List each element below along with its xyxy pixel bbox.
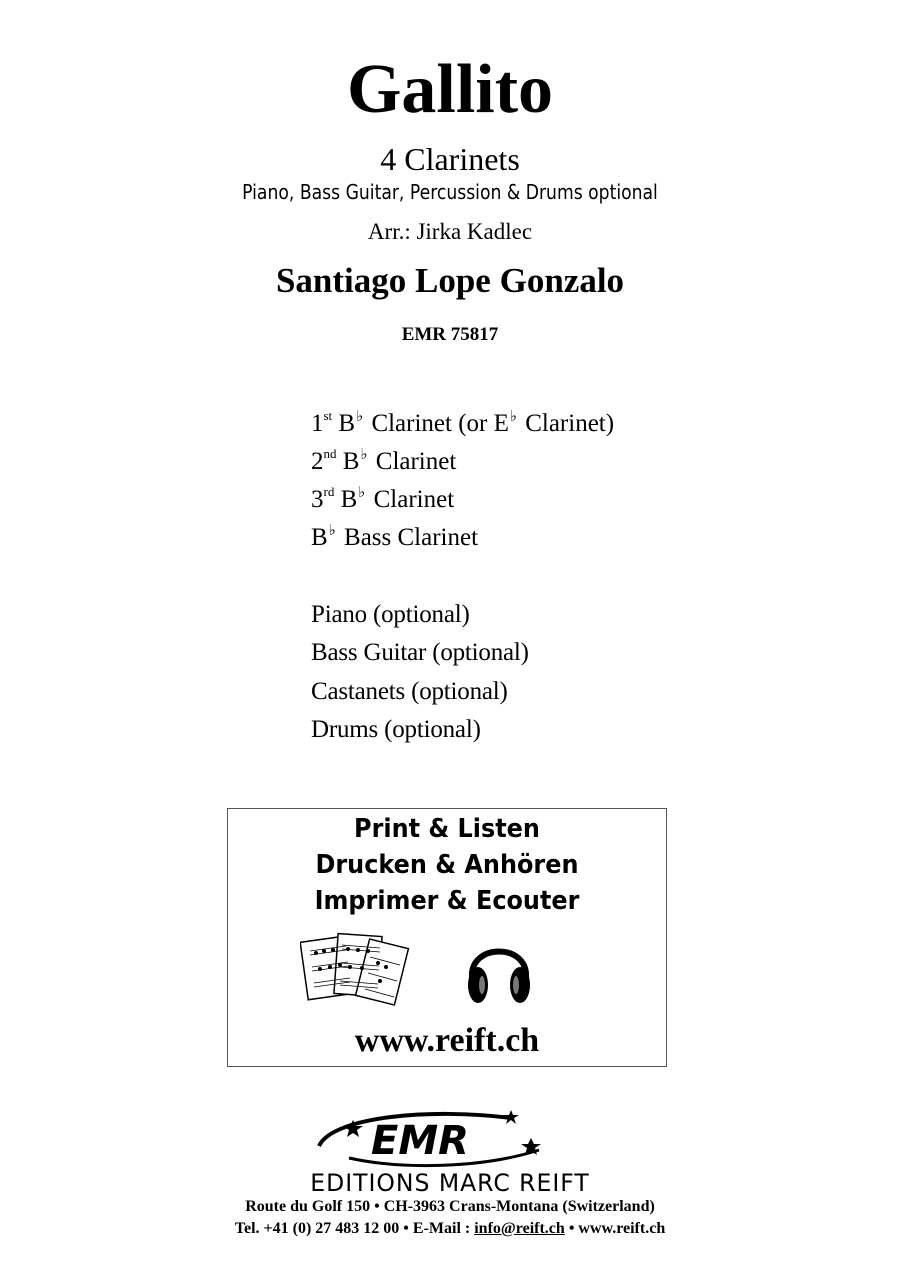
part-item <box>311 481 811 519</box>
optional-part-item: Bass Guitar (optional) <box>311 639 529 667</box>
part-ordinal-suffix: rd <box>323 484 335 499</box>
optional-part-item: Drums (optional) <box>311 715 481 743</box>
part-ordinal-suffix: nd <box>323 446 337 461</box>
flat-sign: ♭ <box>509 409 517 425</box>
part-ordinal-suffix: st <box>323 408 333 423</box>
composer-name: Santiago Lope Gonzalo <box>275 261 625 300</box>
flat-sign: ♭ <box>360 447 368 463</box>
publisher-address: Route du Golf 150 • CH-3963 Crans-Montana (Switzerland) <box>245 1198 655 1215</box>
part-item <box>311 519 811 557</box>
publisher-name: EDITIONS MARC REIFT <box>310 1169 590 1197</box>
website-link[interactable]: www.reift.ch <box>354 1022 540 1059</box>
part-ordinal: 2 <box>311 448 324 475</box>
logo-text: EMR <box>371 1118 469 1164</box>
flat-sign: ♭ <box>328 523 336 539</box>
part-text: Bass Clarinet <box>337 524 479 551</box>
arranger-credit: Arr.: Jirka Kadlec <box>367 219 533 244</box>
part-text: B <box>311 524 328 551</box>
part-text: Clarinet <box>369 448 457 475</box>
optional-part-item: Piano (optional) <box>311 601 470 628</box>
contact-website: • www.reift.ch <box>564 1220 666 1237</box>
page-title: Gallito <box>346 51 554 128</box>
parts-list <box>311 405 811 557</box>
instrumentation-subtitle: 4 Clarinets <box>380 141 520 177</box>
part-text: Clarinet) <box>518 410 615 437</box>
part-item <box>311 443 811 481</box>
optional-parts-list <box>311 596 811 749</box>
part-text: B <box>336 448 360 475</box>
part-text: Clarinet (or E <box>365 410 509 437</box>
flat-sign: ♭ <box>358 485 366 501</box>
flat-sign: ♭ <box>356 409 364 425</box>
catalog-number: EMR 75817 <box>401 324 499 345</box>
emr-logo <box>313 1106 553 1172</box>
part-item <box>311 405 811 443</box>
promo-line-german: Drucken & Anhören <box>315 850 579 880</box>
part-text: B <box>332 410 356 437</box>
part-ordinal: 1 <box>311 410 324 437</box>
print-listen-box <box>227 808 667 1067</box>
email-link[interactable]: info@reift.ch <box>474 1220 565 1237</box>
promo-line-english: Print & Listen <box>354 814 540 844</box>
part-text: Clarinet <box>367 486 455 513</box>
contact-phone: Tel. +41 (0) 27 483 12 00 • E-Mail : <box>234 1220 475 1237</box>
part-text: B <box>334 486 358 513</box>
headphones-icon <box>464 929 534 1009</box>
optional-part-item: Castanets (optional) <box>311 677 508 705</box>
part-ordinal: 3 <box>311 486 324 513</box>
optional-instruments-line: Piano, Bass Guitar, Percussion & Drums optional <box>242 180 658 204</box>
sheet-music-icon <box>300 929 410 1009</box>
publisher-contact <box>0 1218 900 1240</box>
promo-line-french: Imprimer & Ecouter <box>314 886 580 916</box>
